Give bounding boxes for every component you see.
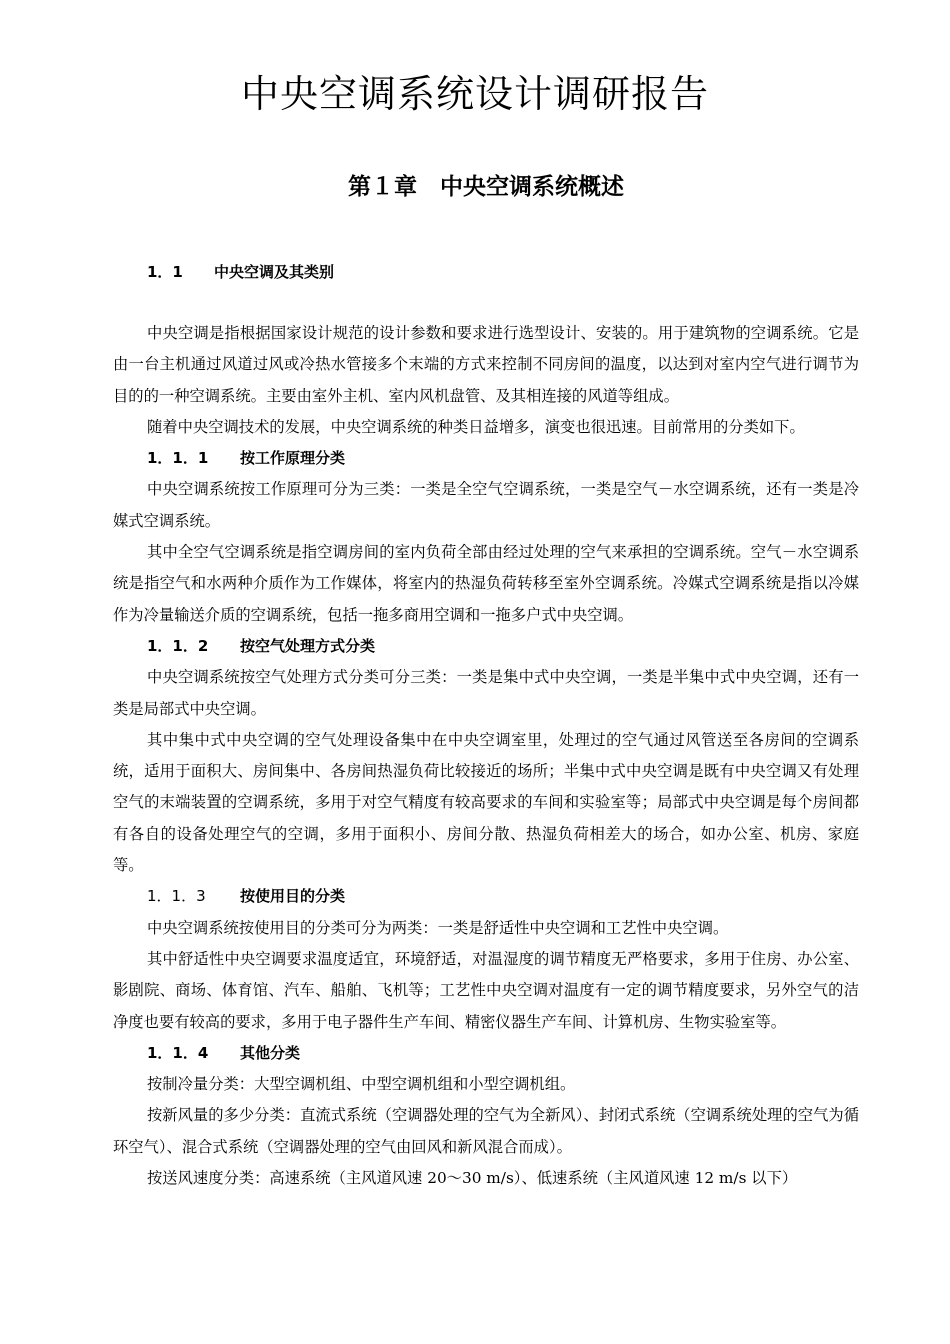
body-paragraph: 其中舒适性中央空调要求温度适宜，环境舒适，对温湿度的调节精度无严格要求，多用于住房、办公室、影剧院、商场、体育馆、汽车、船舶、飞机等；工艺性中央空调对温度有一定的调节精度要求，另外空气的洁净度也要有较高的要求，多用于电子器件生产车间、精密仪器生产车间、计算机房、生物实验室等。: [113, 949, 859, 1031]
subsection-heading: [113, 881, 859, 912]
subsection-number: 1．1．4: [147, 1043, 209, 1062]
subsection-heading: [113, 1038, 859, 1069]
subsection-title: 按工作原理分类: [240, 449, 346, 468]
subsection-heading: [113, 443, 859, 474]
chapter-heading: 第１章 中央空调系统概述: [348, 174, 624, 200]
body-paragraph: 中央空调系统按工作原理可分为三类：一类是全空气空调系统，一类是空气－水空调系统，还有一类是冷媒式空调系统。: [113, 480, 859, 530]
body-paragraph: 其中全空气空调系统是指空调房间的室内负荷全部由经过处理的空气来承担的空调系统。空气－水空调系统是指空气和水两种介质作为工作媒体，将室内的热湿负荷转移至室外空调系统。冷媒式空调系统是指以冷媒作为冷量输送介质的空调系统，包括一拖多商用空调和一拖多户式中央空调。: [113, 543, 859, 624]
document-title: 中央空调系统设计调研报告: [240, 72, 709, 116]
intro-paragraph: 中央空调是指根据国家设计规范的设计参数和要求进行选型设计、安装的。用于建筑物的空调系统。它是由一台主机通过风道过风或冷热水管接多个末端的方式来控制不同房间的温度，以达到对室内空气进行调节为目的的一种空调系统。主要由室外主机、室内风机盘管、及其相连接的风道等组成。: [113, 324, 859, 405]
section-heading: [147, 261, 334, 283]
document-body: [113, 318, 859, 1194]
body-paragraph: 中央空调系统按空气处理方式分类可分三类：一类是集中式中央空调，一类是半集中式中央空调，还有一类是局部式中央空调。: [113, 668, 859, 718]
subsection-heading: [113, 631, 859, 662]
section-number: 1．1: [147, 263, 183, 281]
section-title: 中央空调及其类别: [214, 263, 335, 281]
subsection-title: 按使用目的分类: [240, 887, 346, 906]
subsection-number: 1．1．3: [147, 887, 206, 906]
intro-paragraph: 随着中央空调技术的发展，中央空调系统的种类日益增多，演变也很迅速。目前常用的分类如下。: [147, 417, 805, 436]
subsection-number: 1．1．2: [147, 636, 209, 655]
body-paragraph: 按送风速度分类：高速系统（主风道风速 20～30 m/s）、低速系统（主风道风速 12 m/s 以下）: [147, 1169, 798, 1188]
body-paragraph: 中央空调系统按使用目的分类可分为两类：一类是舒适性中央空调和工艺性中央空调。: [147, 918, 729, 937]
subsection-number: 1．1．1: [147, 449, 209, 468]
subsection-title: 其他分类: [240, 1043, 301, 1062]
body-paragraph: 按新风量的多少分类：直流式系统（空调器处理的空气为全新风）、封闭式系统（空调系统处理的空气为循环空气）、混合式系统（空调器处理的空气由回风和新风混合而成）。: [113, 1106, 859, 1156]
body-paragraph: 按制冷量分类：大型空调机组、中型空调机组和小型空调机组。: [147, 1075, 576, 1094]
subsection-title: 按空气处理方式分类: [240, 636, 376, 655]
body-paragraph: 其中集中式中央空调的空气处理设备集中在中央空调室里，处理过的空气通过风管送至各房间的空调系统，适用于面积大、房间集中、各房间热湿负荷比较接近的场所；半集中式中央空调是既有中央空调又有处理空气的末端装置的空调系统，多用于对空气精度有较高要求的车间和实验室等；局部式中央空调是每个房间都有各自的设备处理空气的空调，多用于面积小、房间分散、热湿负荷相差大的场合，如办公室、机房、家庭等。: [113, 730, 859, 875]
